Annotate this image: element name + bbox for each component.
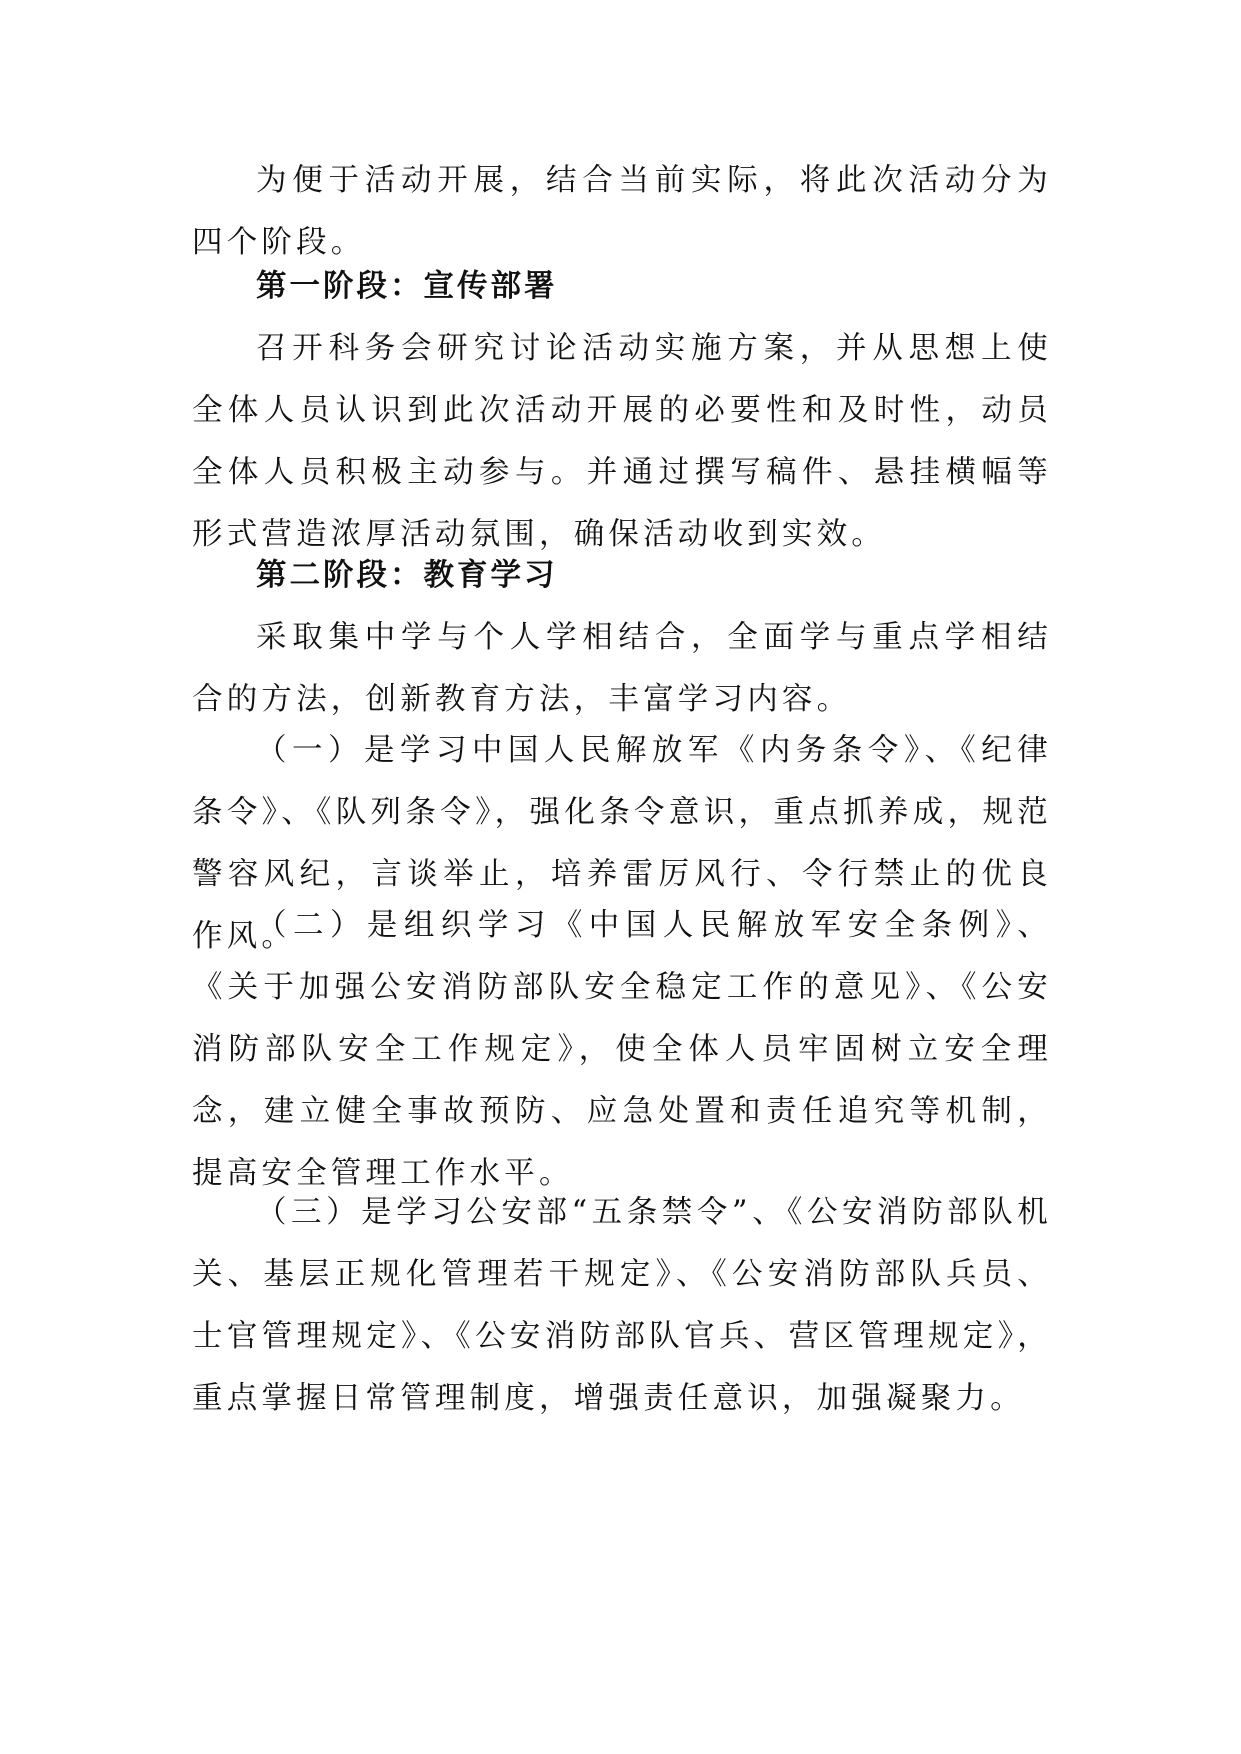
stage2-heading: 第二阶段：教育学习	[256, 558, 558, 593]
stage1-heading: 第一阶段：宣传部署	[256, 269, 558, 304]
study-item-3: （三）是学习公安部“五条禁令”、《公安消防部队机关、基层正规化管理若干规定》、《公安消防部队兵员、士官管理规定》、《公安消防部队官兵、营区管理规定》，重点掌握日常管理制度，增强责任意识，加强凝聚力。	[192, 1195, 1052, 1416]
study-item-2: （二）是组织学习《中国人民解放军安全条例》、《关于加强公安消防部队安全稳定工作的意见》、《公安消防部队安全工作规定》，使全体人员牢固树立安全理念，建立健全事故预防、应急处置和责任追究等机制，提高安全管理工作水平。	[192, 908, 1052, 1191]
intro-paragraph: 为便于活动开展，结合当前实际，将此次活动分为四个阶段。	[192, 163, 1052, 260]
stage2-body-paragraph: 采取集中学与个人学相结合，全面学与重点学相结合的方法，创新教育方法，丰富学习内容。	[192, 620, 1052, 717]
stage1-body-paragraph: 召开科务会研究讨论活动实施方案，并从思想上使全体人员认识到此次活动开展的必要性和及时性，动员全体人员积极主动参与。并通过撰写稿件、悬挂横幅等形式营造浓厚活动氛围，确保活动收到实效。	[192, 331, 1052, 552]
study-item-1: （一）是学习中国人民解放军《内务条令》、《纪律条令》、《队列条令》，强化条令意识，重点抓养成，规范警容风纪，言谈举止，培养雷厉风行、令行禁止的优良作风。	[192, 733, 1052, 954]
